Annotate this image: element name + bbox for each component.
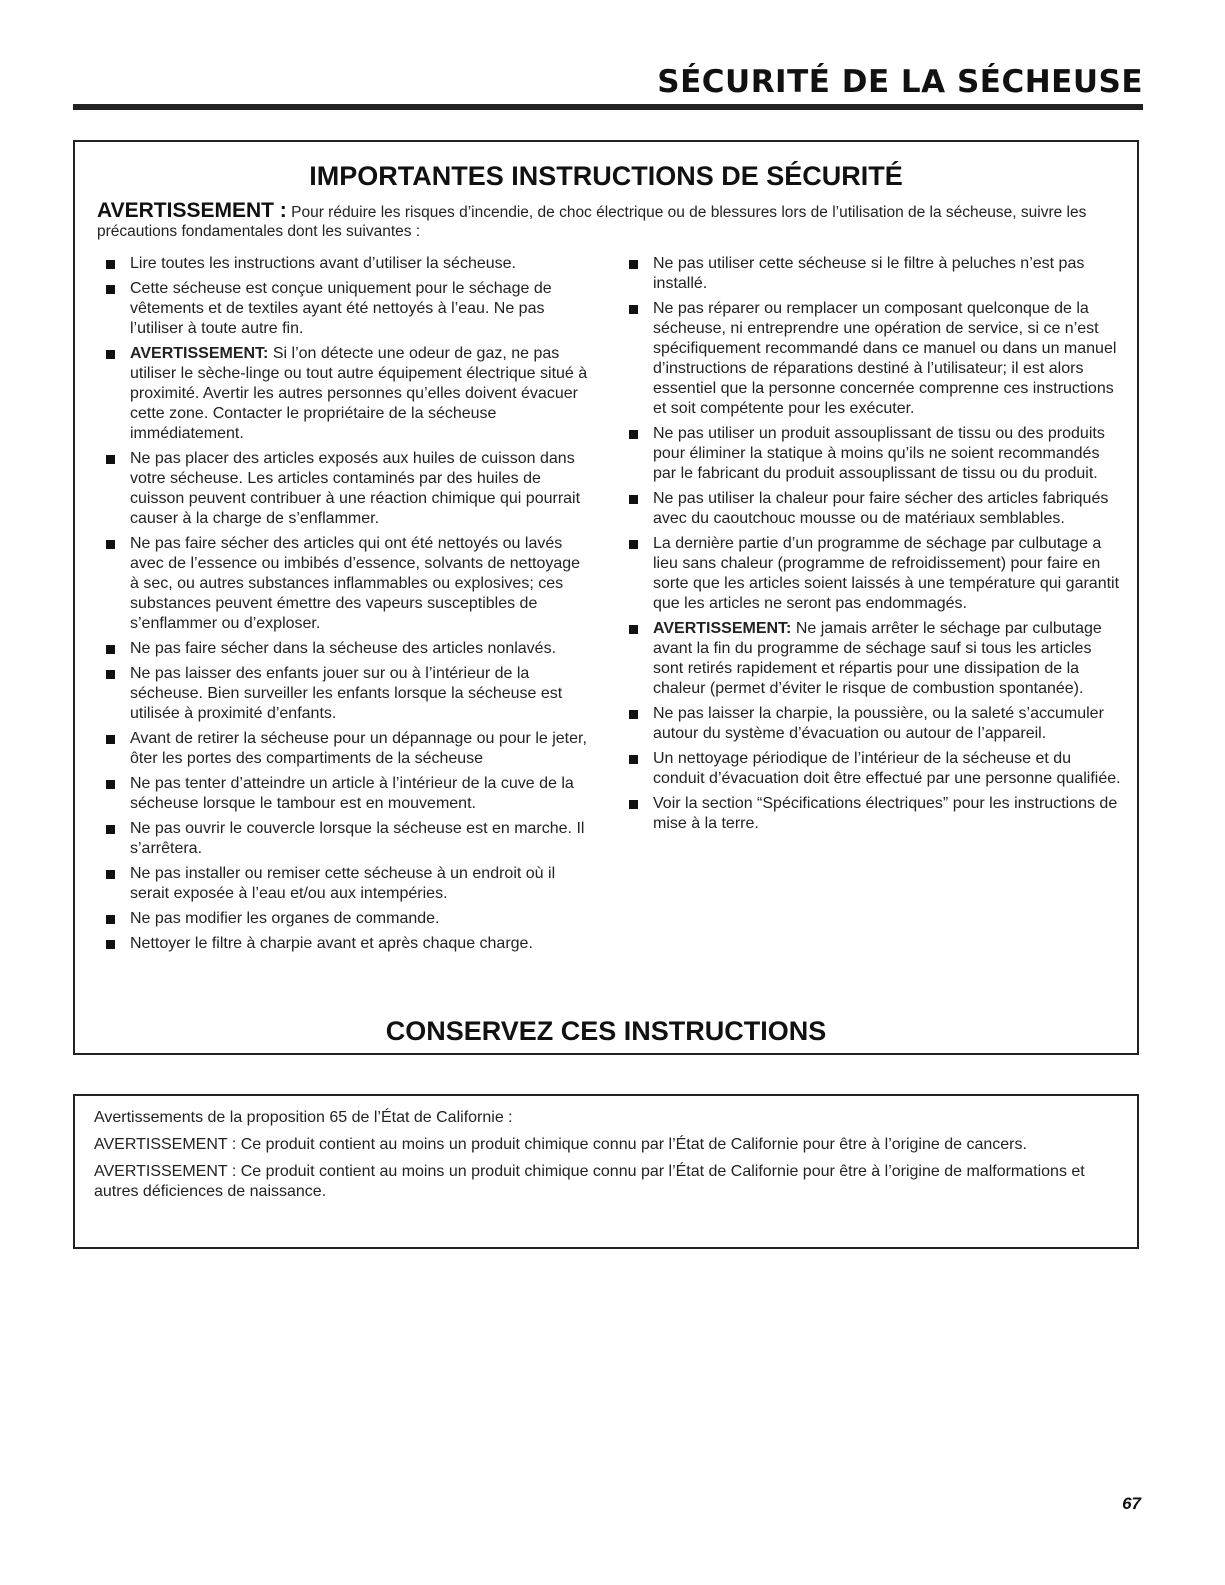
list-item bbox=[103, 819, 588, 859]
prop65-cancer-warning: AVERTISSEMENT : Ce produit contient au moins un produit chimique connu par l’État de Californie pour être à l’origine de cancers. bbox=[94, 1136, 1027, 1153]
prop65-birth-defects-warning: AVERTISSEMENT : Ce produit contient au moins un produit chimique connu par l’État de Californie pour être à l’origine de malformations et autres déficiences de naissance. bbox=[94, 1163, 1085, 1200]
square-bullet-icon bbox=[106, 260, 115, 269]
item-warning-label: AVERTISSEMENT: bbox=[130, 345, 269, 362]
item-text: Un nettoyage périodique de l’intérieur de la sécheuse et du conduit d’évacuation doit être effectué par une personne qualifiée. bbox=[653, 750, 1121, 787]
safety-footer: CONSERVEZ CES INSTRUCTIONS bbox=[385, 1016, 827, 1046]
square-bullet-icon bbox=[106, 350, 115, 359]
square-bullet-icon bbox=[629, 710, 638, 719]
title-rule bbox=[73, 104, 1143, 110]
safety-heading: IMPORTANTES INSTRUCTIONS DE SÉCURITÉ bbox=[309, 161, 903, 191]
item-text: Cette sécheuse est conçue uniquement pour le séchage de vêtements et de textiles ayant été nettoyés à l’eau. Ne pas l’utiliser à toute autre fin. bbox=[130, 280, 552, 337]
square-bullet-icon bbox=[106, 285, 115, 294]
safety-instructions-box bbox=[73, 140, 1139, 1055]
square-bullet-icon bbox=[106, 870, 115, 879]
list-item bbox=[103, 934, 588, 954]
page-title: SÉCURITÉ DE LA SÉCHEUSE bbox=[657, 64, 1143, 100]
square-bullet-icon bbox=[629, 305, 638, 314]
square-bullet-icon bbox=[629, 260, 638, 269]
square-bullet-icon bbox=[106, 645, 115, 654]
item-text: Ne pas laisser la charpie, la poussière, ou la saleté s’accumuler autour du système d’évacuation ou autour de l’appareil. bbox=[653, 705, 1104, 742]
item-text: Si l’on détecte une odeur de gaz, ne pas utiliser le sèche-linge ou tout autre équipement électrique situé à proximité. Avertir les autres personnes qu’elles doivent évacuer cette zone. Contacter le propriétaire de la sécheuse immédiatement. bbox=[130, 345, 588, 442]
item-text: Voir la section “Spécifications électriques” pour les instructions de mise à la terre. bbox=[653, 795, 1118, 832]
list-item bbox=[103, 279, 588, 339]
item-text: Ne pas laisser des enfants jouer sur ou à l’intérieur de la sécheuse. Bien surveiller les enfants lorsque la sécheuse est utilisée à proximité d’enfants. bbox=[130, 665, 563, 722]
prop65-title: Avertissements de la proposition 65 de l’État de Californie : bbox=[94, 1109, 513, 1126]
item-text: Lire toutes les instructions avant d’utiliser la sécheuse. bbox=[130, 255, 516, 272]
list-item bbox=[103, 449, 588, 529]
square-bullet-icon bbox=[629, 800, 638, 809]
list-item bbox=[103, 729, 588, 769]
list-item bbox=[103, 344, 588, 444]
safety-intro bbox=[97, 201, 1097, 241]
list-item bbox=[103, 864, 588, 904]
list-item bbox=[626, 299, 1126, 419]
prop65-warning-box bbox=[73, 1094, 1139, 1249]
square-bullet-icon bbox=[106, 915, 115, 924]
item-text: Ne pas réparer ou remplacer un composant quelconque de la sécheuse, ni entreprendre une opération de service, si ce n’est spécifiquement recommandé dans ce manuel ou dans un manuel d’instructions de réparations destiné à l’utilisateur; il est alors essentiel que la personne concernée comprenne ces instructions et soit compétente pour les exécuter. bbox=[653, 300, 1117, 417]
list-item bbox=[626, 254, 1126, 294]
square-bullet-icon bbox=[629, 430, 638, 439]
item-text: Ne pas placer des articles exposés aux huiles de cuisson dans votre sécheuse. Les articles contaminés par des huiles de cuisson peuvent contribuer à une réaction chimique qui pourrait causer à la charge de s’enflammer. bbox=[130, 450, 581, 527]
list-item bbox=[103, 639, 588, 659]
item-text: La dernière partie d’un programme de séchage par culbutage a lieu sans chaleur (programme de refroidissement) pour faire en sorte que les articles soient laissés à une température qui garantit que les articles ne seront pas endommagés. bbox=[653, 535, 1120, 612]
item-text: Ne pas tenter d’atteindre un article à l’intérieur de la cuve de la sécheuse lorsque le tambour est en mouvement. bbox=[130, 775, 574, 812]
item-warning-label: AVERTISSEMENT: bbox=[653, 620, 792, 637]
list-item bbox=[626, 534, 1126, 614]
item-text: Ne pas installer ou remiser cette sécheuse à un endroit où il serait exposée à l’eau et/ou aux intempéries. bbox=[130, 865, 556, 902]
item-text: Ne jamais arrêter le séchage par culbutage avant la fin du programme de séchage sauf si tous les articles sont retirés rapidement et répartis pour une dissipation de la chaleur (permet d’éviter le risque de combustion spontanée). bbox=[653, 620, 1102, 697]
item-text: Avant de retirer la sécheuse pour un dépannage ou pour le jeter, ôter les portes des compartiments de la sécheuse bbox=[130, 730, 587, 767]
square-bullet-icon bbox=[629, 495, 638, 504]
right-column-list bbox=[626, 254, 1126, 839]
item-text: Ne pas utiliser un produit assouplissant de tissu ou des produits pour éliminer la statique à moins qu’ils ne soient recommandés par le fabricant du produit assouplissant de tissu ou du produit. bbox=[653, 425, 1105, 482]
left-column-list bbox=[103, 254, 588, 959]
item-text: Ne pas faire sécher des articles qui ont été nettoyés ou lavés avec de l’essence ou imbibés d’essence, solvants de nettoyage à sec, ou autres substances inflammables ou explosives; ces substances peuvent émettre des vapeurs susceptibles de s’enflammer ou d’exploser. bbox=[130, 535, 581, 632]
page-number: 67 bbox=[1122, 1494, 1141, 1513]
square-bullet-icon bbox=[106, 455, 115, 464]
item-text: Ne pas utiliser cette sécheuse si le filtre à peluches n’est pas installé. bbox=[653, 255, 1085, 292]
list-item bbox=[103, 534, 588, 634]
square-bullet-icon bbox=[629, 755, 638, 764]
list-item bbox=[626, 794, 1126, 834]
list-item bbox=[103, 909, 588, 929]
warning-word: AVERTISSEMENT : bbox=[97, 199, 287, 222]
item-text: Ne pas utiliser la chaleur pour faire sécher des articles fabriqués avec du caoutchouc mousse ou de matériaux semblables. bbox=[653, 490, 1109, 527]
square-bullet-icon bbox=[106, 940, 115, 949]
list-item bbox=[626, 424, 1126, 484]
list-item bbox=[103, 774, 588, 814]
square-bullet-icon bbox=[106, 780, 115, 789]
square-bullet-icon bbox=[106, 735, 115, 744]
item-text: Ne pas ouvrir le couvercle lorsque la sécheuse est en marche. Il s’arrêtera. bbox=[130, 820, 585, 857]
list-item bbox=[626, 489, 1126, 529]
list-item bbox=[626, 704, 1126, 744]
square-bullet-icon bbox=[106, 670, 115, 679]
item-text: Nettoyer le filtre à charpie avant et après chaque charge. bbox=[130, 935, 533, 952]
list-item bbox=[103, 254, 588, 274]
square-bullet-icon bbox=[629, 540, 638, 549]
square-bullet-icon bbox=[629, 625, 638, 634]
square-bullet-icon bbox=[106, 825, 115, 834]
intro-text: Pour réduire les risques d’incendie, de choc électrique ou de blessures lors de l’utilisation de la sécheuse, suivre les précautions fondamentales dont les suivantes : bbox=[97, 204, 1087, 240]
list-item bbox=[103, 664, 588, 724]
list-item bbox=[626, 619, 1126, 699]
square-bullet-icon bbox=[106, 540, 115, 549]
item-text: Ne pas faire sécher dans la sécheuse des articles nonlavés. bbox=[130, 640, 557, 657]
item-text: Ne pas modifier les organes de commande. bbox=[130, 910, 440, 927]
list-item bbox=[626, 749, 1126, 789]
